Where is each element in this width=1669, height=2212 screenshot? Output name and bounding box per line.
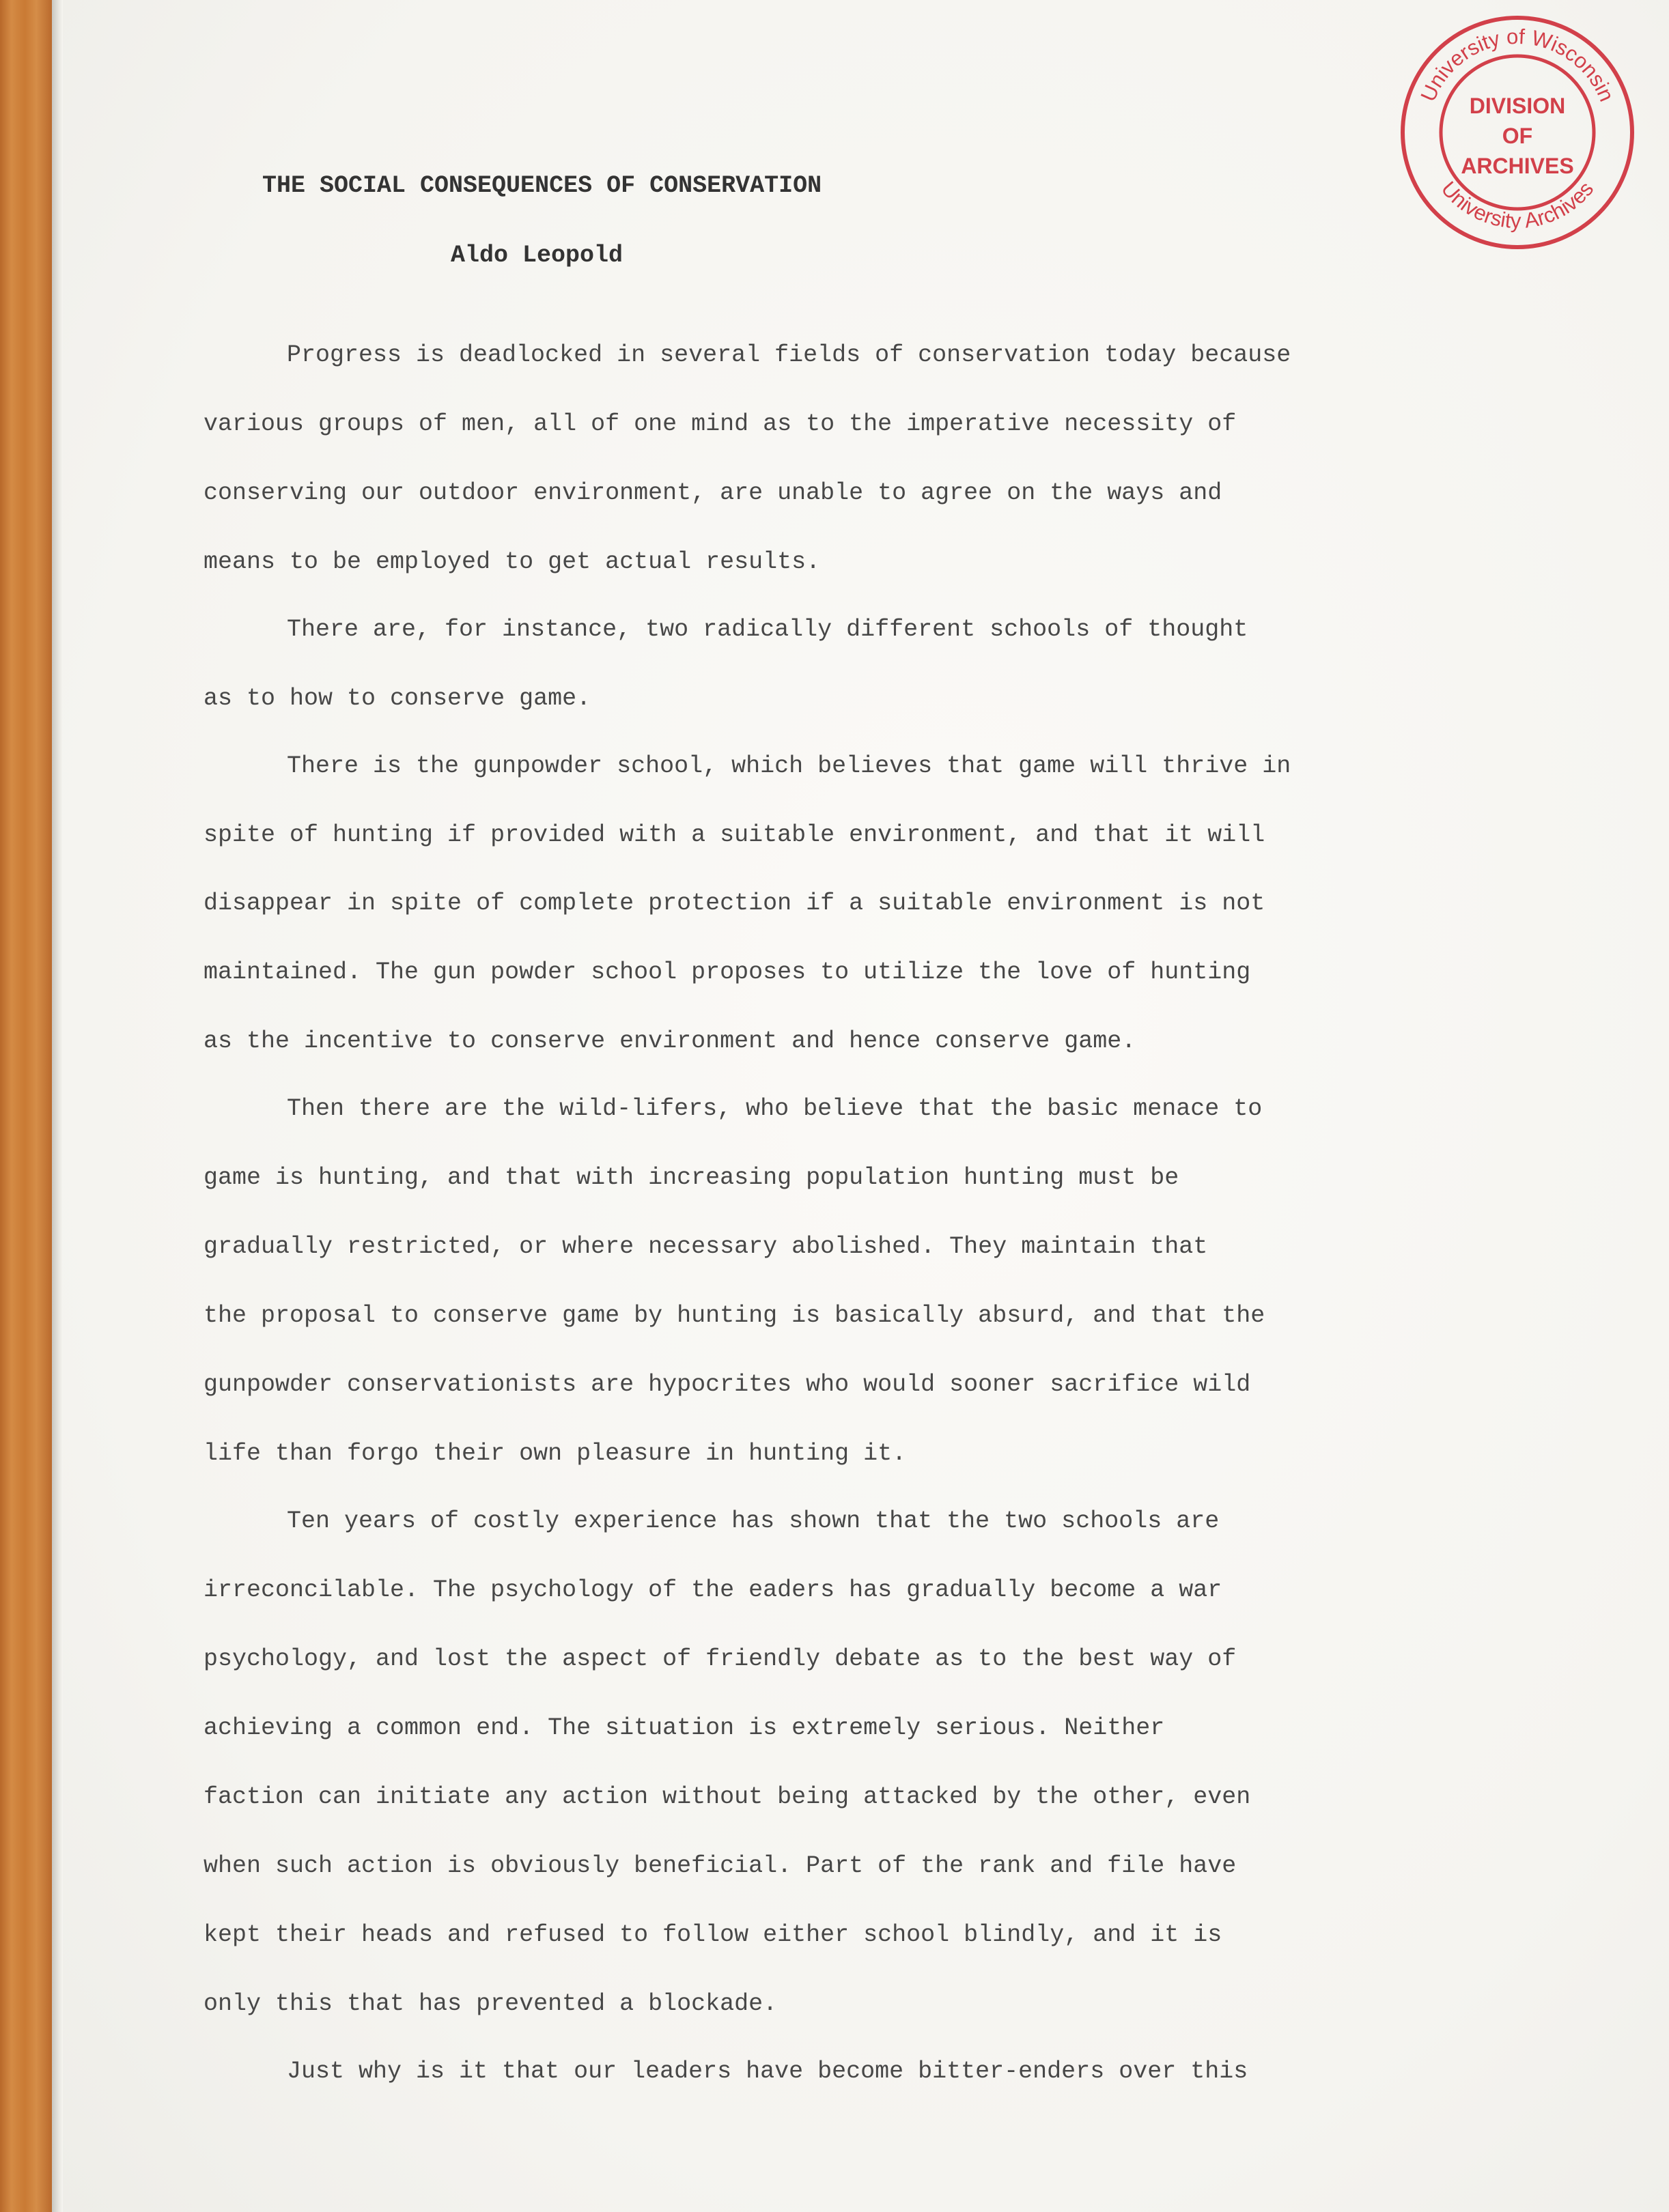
- text-line: life than forgo their own pleasure in hunting it.: [204, 1440, 907, 1467]
- stamp-line-of: OF: [1502, 124, 1533, 148]
- text-line: gunpowder conservationists are hypocrites who would sooner sacrifice wild: [204, 1371, 1251, 1398]
- text-line: when such action is obviously beneficial. Part of the rank and file have: [204, 1852, 1237, 1880]
- text-line: disappear in spite of complete protection if a suitable environment is not: [204, 890, 1265, 917]
- stamp-line-archives: ARCHIVES: [1461, 154, 1574, 178]
- text-line: maintained. The gun powder school proposes to utilize the love of hunting: [204, 959, 1251, 986]
- text-line: means to be employed to get actual results.: [204, 548, 821, 576]
- text-line: irreconcilable. The psychology of the eaders has gradually become a war: [204, 1576, 1222, 1604]
- stamp-top-text: University of Wisconsin: [1416, 24, 1619, 105]
- text-line: as the incentive to conserve environment and hence conserve game.: [204, 1027, 1136, 1055]
- document-title: THE SOCIAL CONSEQUENCES OF CONSERVATION: [262, 172, 822, 199]
- text-line: the proposal to conserve game by hunting is basically absurd, and that the: [204, 1302, 1265, 1329]
- stamp-line-division: DIVISION: [1469, 94, 1566, 118]
- text-line: faction can initiate any action without being attacked by the other, even: [204, 1783, 1251, 1811]
- text-line: Ten years of costly experience has shown that the two schools are: [287, 1507, 1220, 1535]
- text-line: gradually restricted, or where necessary abolished. They maintain that: [204, 1233, 1208, 1260]
- text-line: kept their heads and refused to follow either school blindly, and it is: [204, 1921, 1222, 1948]
- binding-shadow: [52, 0, 63, 2212]
- cloth-binding: [0, 0, 52, 2212]
- text-line: Progress is deadlocked in several fields of conservation today because: [287, 341, 1291, 369]
- document-author: Aldo Leopold: [451, 242, 623, 269]
- text-line: psychology, and lost the aspect of friendly debate as to the best way of: [204, 1645, 1237, 1673]
- text-line: Then there are the wild-lifers, who believe that the basic menace to: [287, 1095, 1263, 1122]
- text-line: Just why is it that our leaders have become bitter-enders over this: [287, 2058, 1248, 2085]
- text-line: achieving a common end. The situation is extremely serious. Neither: [204, 1714, 1165, 1742]
- text-line: only this that has prevented a blockade.: [204, 1990, 778, 2017]
- text-line: conserving our outdoor environment, are unable to agree on the ways and: [204, 479, 1222, 507]
- text-line: as to how to conserve game.: [204, 685, 591, 712]
- text-line: various groups of men, all of one mind as to the imperative necessity of: [204, 410, 1237, 438]
- text-line: There are, for instance, two radically different schools of thought: [287, 616, 1248, 643]
- text-line: game is hunting, and that with increasing population hunting must be: [204, 1164, 1179, 1191]
- text-line: spite of hunting if provided with a suitable environment, and that it will: [204, 821, 1265, 849]
- stamp-bottom-text: University Archives: [1436, 176, 1599, 233]
- text-line: There is the gunpowder school, which believes that game will thrive in: [287, 752, 1291, 780]
- archives-stamp: [1397, 12, 1638, 253]
